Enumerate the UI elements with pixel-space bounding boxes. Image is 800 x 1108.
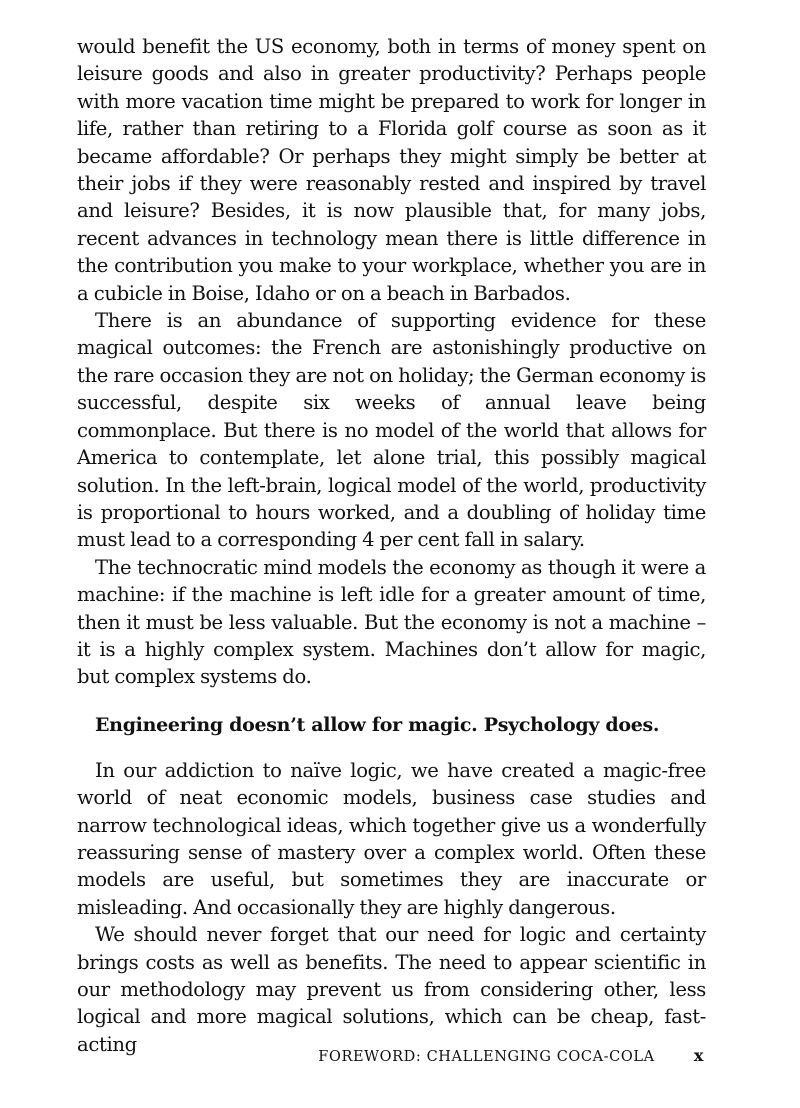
page-footer (0, 1046, 704, 1065)
paragraph: We should never forget that our need for logic and certainty brings costs as well as benefits. The need to appear scientific in our methodology may prevent us from considering other, less logical and more magical solutions, which can be cheap, fast-acting (77, 923, 706, 1056)
paragraph: There is an abundance of supporting evidence for these magical outcomes: the French are astonishingly productive on the rare occasion they are not on holiday; the German economy is successful, despite six weeks of annual leave being commonplace. But there is no model of the world that allows for America to contemplate, let alone trial, this possibly magical solution. In the left-brain, logical model of the world, productivity is proportional to hours worked, and a doubling of holiday time must lead to a corresponding 4 per cent fall in salary. (77, 309, 706, 552)
section-heading: Engineering doesn’t allow for magic. Psychology does. (95, 713, 660, 736)
paragraph: would benefit the US economy, both in terms of money spent on leisure goods and also in greater productivity? Perhaps people with more vacation time might be prepared to work for longer in life, rather than retiring to a Florida golf course as soon as it became affordable? Or perhaps they might simply be better at their jobs if they were reasonably rested and inspired by travel and leisure? Besides, it is now plausible that, for many jobs, recent advances in technology mean there is little difference in the contribution you make to your workplace, whether you are in a cubicle in Boise, Idaho or on a beach in Barbados. (77, 35, 706, 305)
running-title: FOREWORD: CHALLENGING COCA-COLA (318, 1049, 655, 1065)
text-block (77, 757, 706, 1058)
page-body (77, 33, 706, 1058)
paragraph: In our addiction to naïve logic, we have created a magic-free world of neat economic models, business case studies and narrow technological ideas, which together give us a wonderfully reassuring sense of mastery over a complex world. Often these models are useful, but sometimes they are inaccurate or misleading. And occasionally they are highly dangerous. (77, 758, 706, 919)
page-number: x (693, 1046, 704, 1065)
paragraph: The technocratic mind models the economy as though it were a machine: if the machine is left idle for a greater amount of time, then it must be less valuable. But the economy is not a machine – it is a highly complex system. Machines don’t allow for magic, but complex systems do. (77, 555, 706, 689)
text-block (77, 33, 706, 691)
